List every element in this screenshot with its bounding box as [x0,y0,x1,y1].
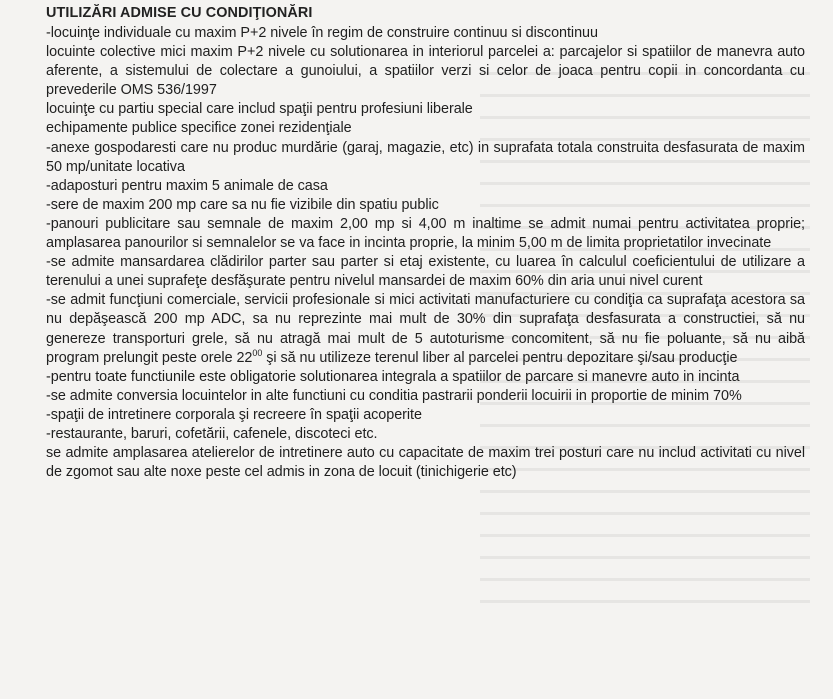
list-item: -pentru toate functiunile este obligatorie solutionarea integrala a spatiilor de parcare si manevre auto in incinta [46,368,740,385]
list-item: locuinte colective mici maxim P+2 nivele cu solutionarea in interiorul parcelei a: parcajelor si spatiilor de manevra auto aferente, a sistemului de colectare a gunoiului, a spatiilor verzi si celor de joaca pentru copii in concordanta cu prevederile OMS 536/1997 [46,44,805,99]
list-item: -adaposturi pentru maxim 5 animale de casa [46,177,328,194]
list-item: -sere de maxim 200 mp care sa nu fie vizibile din spatiu public [46,196,439,213]
section-heading: UTILIZĂRI ADMISE CU CONDIŢIONĂRI [46,5,313,21]
commercial-item [46,291,805,367]
commercial-text-end: şi să nu utilizeze terenul liber al parcelei pentru depozitare şi/sau producţie [262,349,738,366]
list-item: -locuinţe individuale cu maxim P+2 nivele în regim de construire continuu si discontinuu [46,25,598,41]
list-item: -panouri publicitare sau semnale de maxim 2,00 mp si 4,00 m inaltime se admit numai pentru activitatea proprie; amplasarea panourilor si semnalelor se va face in incinta proprie, la minim 5,00 m de limita proprietatilor invecinate [46,215,805,252]
hour-superscript: 00 [252,347,263,358]
list-item: se admite amplasarea atelierelor de intretinere auto cu capacitate de maxim trei posturi care nu includ activitati cu nivel de zgomot sau alte noxe peste cel admis in zona de locuit (tinichigerie etc) [46,445,805,481]
list-item: -spaţii de intretinere corporala şi recreere în spaţii acoperite [46,406,422,423]
list-item: locuinţe cu partiu special care includ spaţii pentru profesiuni liberale [46,101,473,118]
list-item: -se admite conversia locuintelor in alte functiuni cu conditia pastrarii ponderii locuirii in proportie de minim 70% [46,387,742,404]
list-item: echipamente publice specifice zonei rezidenţiale [46,120,352,137]
list-item: -restaurante, baruri, cofetării, cafenele, discoteci etc. [46,425,378,442]
list-item: -anexe gospodaresti care nu produc murdărie (garaj, magazie, etc) in suprafata totala construita desfasurata de maxim 50 mp/unitate locativa [46,139,805,175]
list-item: -se admite mansardarea clădirilor parter sau parter si etaj existente, cu luarea în calculul coeficientului de utilizare a terenului a unei suprafeţe desfăşurate pentru nivelul mansardei de maxim 60% din aria unui nivel curent [46,254,805,290]
commercial-text-start: -se admit funcţiuni comerciale, servicii profesionale si mici activitati manufacturiere cu condiţia ca suprafaţa acestora sa nu depăşească 200 mp ADC, sa nu reprezinte mai mult de 30% din suprafaţa desfasurata a constructiei, să nu genereze transporturi grele, să nu atragă mai mult de 5 autoturisme concomitent, să nu fie poluante, să nu aibă program prelungit peste orele 22 [46,292,805,366]
